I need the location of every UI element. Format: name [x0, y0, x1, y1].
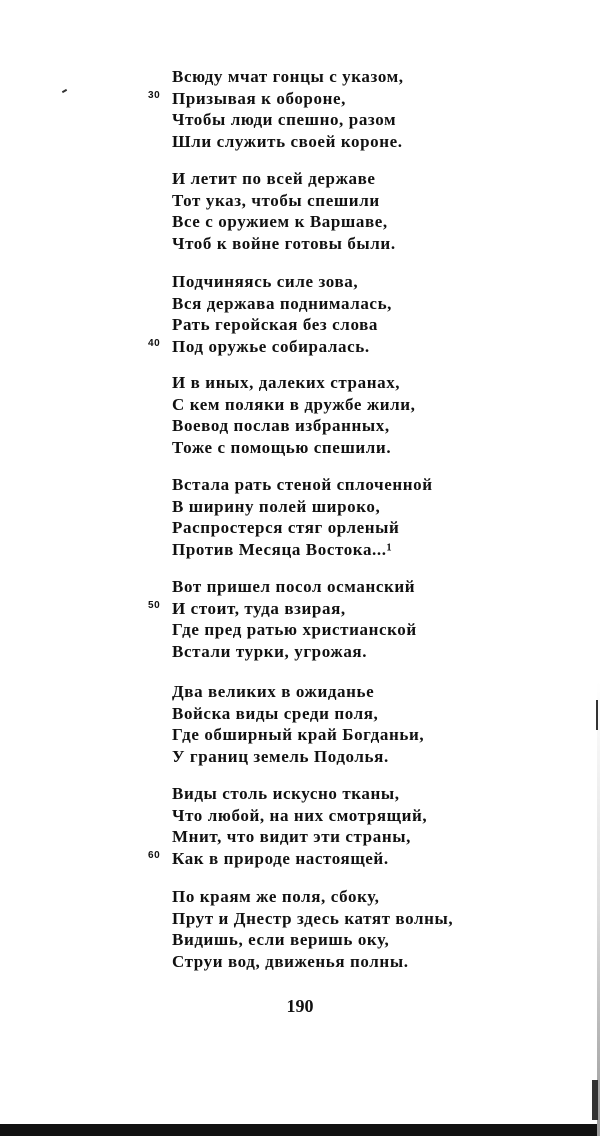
verse-line — [172, 783, 427, 805]
stanza — [172, 168, 396, 254]
verse-line — [172, 66, 404, 88]
verse-line — [172, 517, 433, 539]
verse-line — [172, 394, 416, 416]
stanza — [172, 681, 424, 767]
verse-line — [172, 826, 427, 848]
verse-line — [172, 233, 396, 255]
scan-bottom-edge — [0, 1124, 600, 1136]
verse-line — [172, 372, 416, 394]
verse-text: И стоит, туда взирая, — [172, 598, 346, 618]
verse-line — [172, 496, 433, 518]
verse-text: У границ земель Подолья. — [172, 746, 389, 766]
scan-speck — [62, 89, 67, 93]
verse-text: Войска виды среди поля, — [172, 703, 379, 723]
verse-text: Встала рать стеной сплоченной — [172, 475, 433, 494]
verse-text: Против Месяца Востока...¹ — [172, 539, 393, 559]
verse-line — [172, 746, 424, 768]
verse-text: Видишь, если веришь оку, — [172, 930, 390, 949]
verse-text: Как в природе настоящей. — [172, 848, 389, 868]
verse-text: Прут и Днестр здесь катят волны, — [172, 908, 454, 928]
verse-text: Виды столь искусно тканы, — [172, 784, 400, 803]
verse-text: Два великих в ожиданье — [172, 682, 375, 701]
verse-text: Все с оружием к Варшаве, — [172, 212, 388, 231]
verse-line — [172, 681, 424, 703]
verse-line — [172, 805, 427, 827]
verse-text: С кем поляки в дружбе жили, — [172, 394, 416, 414]
verse-text: Чтоб к войне готовы были. — [172, 233, 396, 253]
verse-text: Что любой, на них смотрящий, — [172, 805, 428, 825]
scan-speck — [592, 1080, 598, 1120]
verse-line — [172, 211, 396, 233]
verse-line — [172, 619, 417, 641]
verse-line — [172, 929, 453, 951]
verse-line — [172, 539, 433, 561]
stanza — [148, 271, 393, 357]
verse-line — [172, 271, 392, 293]
verse-line — [148, 88, 404, 110]
verse-text: Подчиняясь силе зова, — [172, 272, 359, 291]
line-number: 60 — [148, 849, 161, 861]
verse-text: Где пред ратью христианской — [172, 620, 417, 639]
verse-line — [172, 190, 396, 212]
verse-text: Распростерся стяг орленый — [172, 518, 400, 537]
line-number: 30 — [148, 89, 161, 101]
verse-line — [172, 886, 453, 908]
verse-line — [172, 951, 453, 973]
verse-line — [172, 415, 416, 437]
verse-line — [172, 131, 404, 153]
stanza — [148, 66, 404, 152]
verse-text: И в иных, далеких странах, — [172, 373, 401, 392]
verse-line — [172, 168, 396, 190]
verse-text: Воевод послав избранных, — [172, 416, 390, 435]
scan-speck — [596, 700, 598, 730]
verse-text: Где обширный край Богданьи, — [172, 725, 425, 744]
verse-text: Мнит, что видит эти страны, — [172, 827, 411, 846]
verse-text: Вот пришел посол османский — [172, 577, 416, 596]
stanza — [172, 474, 433, 560]
verse-line — [172, 474, 433, 496]
verse-text: Рать геройская без слова — [172, 315, 378, 334]
verse-text: И летит по всей державе — [172, 169, 376, 188]
verse-line — [148, 598, 417, 620]
verse-line — [172, 293, 392, 315]
verse-line — [172, 576, 417, 598]
page-number: 190 — [286, 996, 314, 1016]
verse-text: По краям же поля, сбоку, — [172, 887, 380, 906]
stanza — [148, 576, 417, 662]
verse-line — [172, 703, 424, 725]
verse-text: Всюду мчат гонцы с указом, — [172, 67, 404, 86]
verse-line — [172, 908, 453, 930]
verse-text: Встали турки, угрожая. — [172, 641, 368, 661]
verse-line — [172, 724, 424, 746]
verse-text: Шли служить своей короне. — [172, 131, 403, 151]
verse-line — [148, 336, 392, 358]
stanza — [172, 886, 453, 972]
line-number: 50 — [148, 599, 161, 611]
verse-text: Чтобы люди спешно, разом — [172, 110, 397, 129]
verse-text: Тот указ, чтобы спешили — [172, 190, 380, 210]
verse-text: Тоже с помощью спешили. — [172, 437, 392, 457]
verse-line — [172, 641, 417, 663]
stanza — [148, 783, 428, 869]
verse-text: Призывая к обороне, — [172, 88, 346, 108]
verse-line — [148, 848, 427, 870]
stanza — [172, 372, 416, 458]
verse-text: В ширину полей широко, — [172, 496, 381, 516]
verse-line — [172, 437, 416, 459]
verse-line — [172, 314, 392, 336]
verse-text: Под оружье собиралась. — [172, 336, 370, 356]
verse-text: Струи вод, движенья полны. — [172, 951, 409, 971]
verse-text: Вся держава поднималась, — [172, 293, 393, 313]
line-number: 40 — [148, 337, 161, 349]
verse-line — [172, 109, 404, 131]
